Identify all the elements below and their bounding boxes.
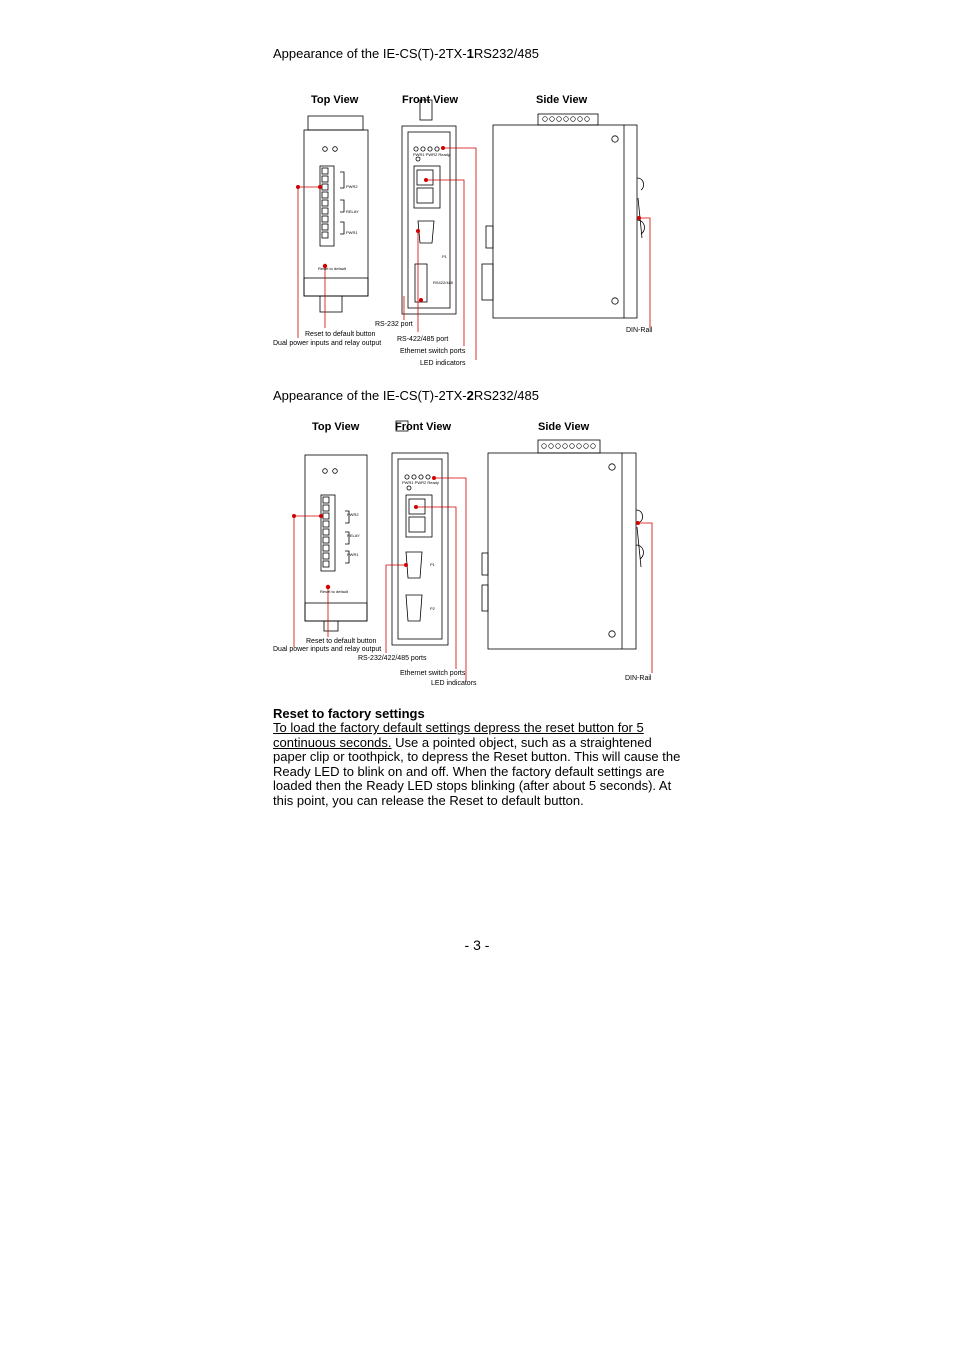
fig1-callout-power: Dual power inputs and relay output bbox=[273, 340, 382, 347]
fig2-callout-reset: Reset to default button bbox=[306, 638, 377, 645]
figure2-heading-bold: 2 bbox=[466, 388, 474, 403]
page-number: - 3 - bbox=[464, 937, 490, 953]
fig2-callout-led: LED indicators bbox=[431, 680, 477, 687]
fig2-callout-ethernet: Ethernet switch ports bbox=[400, 670, 466, 677]
fig2-callout-power: Dual power inputs and relay output bbox=[273, 646, 382, 653]
side-view-body bbox=[488, 453, 636, 649]
top-view-connector-cap bbox=[308, 116, 363, 130]
fig1-callout-reset: Reset to default button bbox=[305, 331, 376, 338]
figure1-heading-suffix: RS232/485 bbox=[473, 46, 539, 61]
reset-section-title: Reset to factory settings bbox=[273, 706, 425, 721]
fig1-relay-label: RELAY bbox=[346, 209, 359, 214]
figure1-diagram bbox=[268, 88, 668, 373]
fig2-side-view-title: Side View bbox=[538, 421, 590, 433]
fig1-p1-label: P1 bbox=[442, 254, 447, 259]
fig2-pwr-led-label: PWR1 PWR2 Ready bbox=[402, 480, 439, 485]
fig1-callout-led: LED indicators bbox=[420, 360, 466, 367]
fig1-side-view-title: Side View bbox=[536, 94, 588, 106]
fig2-callout-din: DIN-Rail bbox=[625, 675, 652, 682]
fig1-callout-din: DIN-Rail bbox=[626, 327, 653, 334]
fig1-pwr2-label: PWR2 bbox=[346, 184, 358, 189]
fig2-relay-label: RELAY bbox=[347, 533, 360, 538]
front-view-rs422-terminal bbox=[415, 264, 427, 302]
front-view-db9-port-2 bbox=[406, 595, 422, 621]
fig1-ports-label: RS422/485 bbox=[433, 280, 454, 285]
fig1-callout-ethernet: Ethernet switch ports bbox=[400, 348, 466, 355]
figure2-heading-suffix: RS232/485 bbox=[473, 388, 539, 403]
fig1-reset-small-label: Reset to default bbox=[318, 266, 347, 271]
reset-instruction-body: Use a pointed object, such as a straightened paper clip or toothpick, to depress the Reset button. This will cause the Ready LED to blink on and off. When the factory default settings are loaded then the Ready LED stops blinking (after about 5 seconds). At this point, you can release the Reset to default button. bbox=[273, 734, 681, 808]
fig2-pwr2-label: PWR2 bbox=[347, 512, 359, 517]
top-view-bottom-connector bbox=[324, 621, 338, 631]
fig2-front-view-title: Front View bbox=[395, 421, 452, 433]
figure1-heading-prefix: Appearance of the IE-CS(T)-2TX- bbox=[273, 46, 467, 61]
fig1-callout-rs232: RS-232 port bbox=[375, 321, 413, 328]
fig1-top-view-title: Top View bbox=[311, 94, 359, 106]
top-view-body bbox=[305, 455, 367, 621]
fig2-top-view-title: Top View bbox=[312, 421, 360, 433]
figure2-heading bbox=[273, 388, 539, 403]
front-view-db9-port-1 bbox=[406, 552, 422, 578]
fig1-pwr-led-label: PWR1 PWR2 Ready bbox=[413, 152, 450, 157]
callout-ethernet-line bbox=[426, 180, 464, 346]
figure1-heading-bold: 1 bbox=[466, 46, 474, 61]
fig1-callout-rs422: RS-422/485 port bbox=[397, 336, 449, 343]
side-view-body bbox=[493, 125, 637, 318]
fig2-reset-small-label: Reset to default bbox=[320, 589, 349, 594]
fig1-pwr1-label: PWR1 bbox=[346, 230, 358, 235]
reset-instruction-underlined: To load the factory default settings depress the reset button for 5 continuous seconds. bbox=[273, 720, 644, 750]
front-view-db9-port bbox=[418, 221, 434, 243]
fig2-p2-label: P2 bbox=[430, 606, 435, 611]
fig2-callout-rs: RS-232/422/485 ports bbox=[358, 655, 427, 662]
callout-led-line bbox=[434, 478, 466, 681]
fig2-pwr1-label: PWR1 bbox=[347, 552, 359, 557]
fig2-p1-label: P1 bbox=[430, 562, 435, 567]
callout-din-line bbox=[639, 218, 650, 328]
reset-section-paragraph bbox=[273, 721, 683, 809]
figure1-heading bbox=[273, 46, 539, 61]
fig1-front-view-title: Front View bbox=[402, 94, 459, 106]
figure2-diagram bbox=[268, 415, 668, 690]
figure2-heading-prefix: Appearance of the IE-CS(T)-2TX- bbox=[273, 388, 467, 403]
top-view-bottom-connector bbox=[320, 296, 342, 312]
front-view-ethernet-ports bbox=[406, 495, 432, 537]
front-view-ethernet-ports bbox=[414, 166, 440, 208]
